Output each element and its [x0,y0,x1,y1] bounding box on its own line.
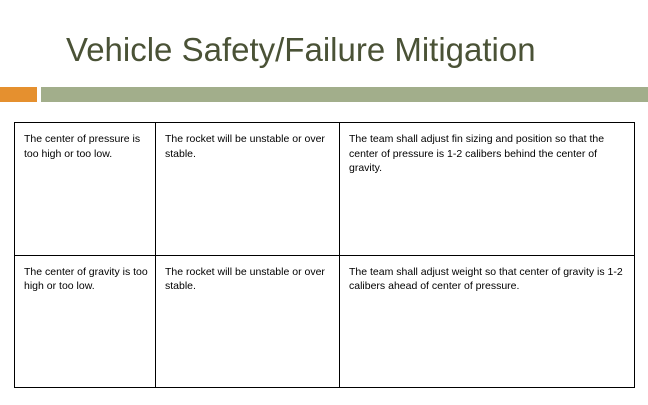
table-row [15,255,635,388]
accent-bar-green [41,87,648,102]
accent-bar-orange [0,87,37,102]
failure-cell: The center of pressure is too high or too low. [15,123,156,256]
table-row [15,123,635,256]
mitigation-table [14,122,635,388]
mitigation-cell: The team shall adjust fin sizing and position so that the center of pressure is 1-2 calibers behind the center of gravity. [340,123,635,256]
effect-cell: The rocket will be unstable or over stable. [156,255,340,388]
slide-title: Vehicle Safety/Failure Mitigation [66,31,536,68]
effect-cell: The rocket will be unstable or over stable. [156,123,340,256]
mitigation-cell: The team shall adjust weight so that center of gravity is 1-2 calibers ahead of center of pressure. [340,255,635,388]
failure-cell: The center of gravity is too high or too low. [15,255,156,388]
